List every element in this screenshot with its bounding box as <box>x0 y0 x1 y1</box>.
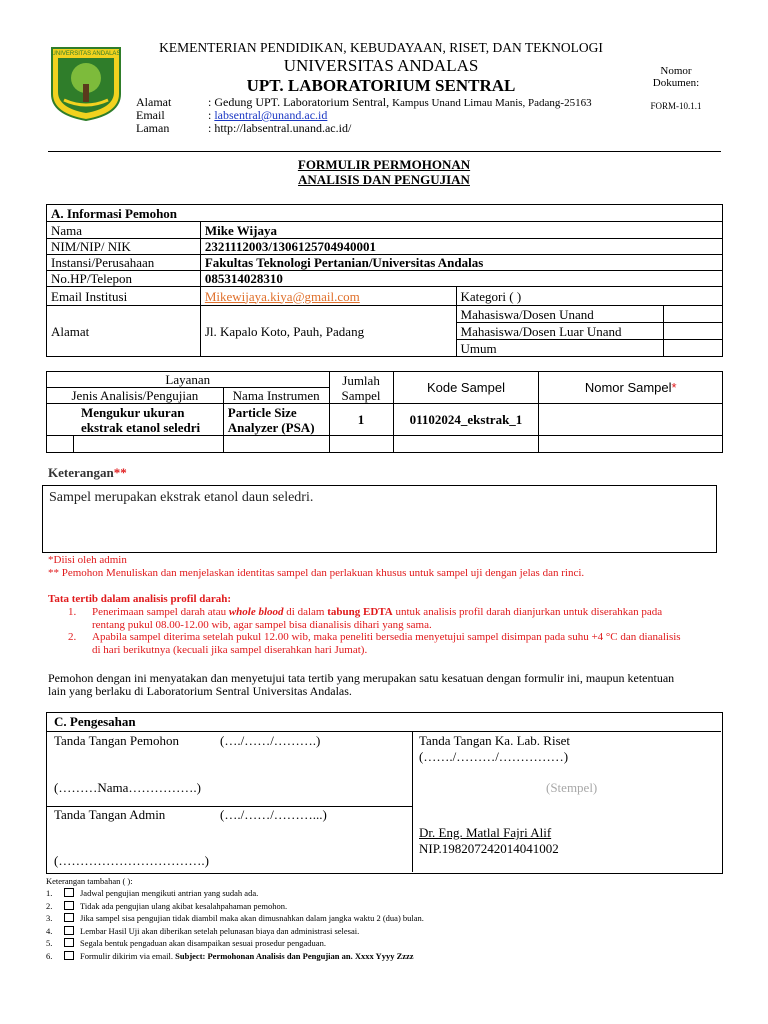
tambahan-item: 4. Lembar Hasil Uji akan diberikan setelah pelunasan biaya dan administrasi selesai. <box>46 925 360 936</box>
tata-tertib-number-1: 1. <box>68 606 77 618</box>
checkbox[interactable] <box>64 901 74 910</box>
jenis-header: Jenis Analisis/Pengujian <box>47 388 224 404</box>
hp-value[interactable]: 085314028310 <box>200 271 722 287</box>
hp-label: No.HP/Telepon <box>47 271 201 287</box>
kode-header: Kode Sampel <box>393 372 539 404</box>
email-institusi-value[interactable]: Mikewijaya.kiya@gmail.com <box>200 287 456 306</box>
checkbox[interactable] <box>64 926 74 935</box>
checkbox[interactable] <box>64 888 74 897</box>
kategori-checkbox[interactable] <box>664 306 723 323</box>
empty-cell[interactable] <box>47 436 224 453</box>
stempel-placeholder: (Stempel) <box>546 780 598 795</box>
section-c-heading: C. Pengesahan <box>54 714 136 729</box>
doc-number-value: FORM-10.1.1 <box>650 101 702 111</box>
tata-tertib-number-2: 2. <box>68 631 77 643</box>
nama-value[interactable]: Mike Wijaya <box>200 222 722 239</box>
nama-label: Nama <box>47 222 201 239</box>
service-table <box>46 371 723 453</box>
alamat-value[interactable]: Jl. Kapalo Koto, Pauh, Padang <box>200 306 456 357</box>
form-title-line2: ANALISIS DAN PENGUJIAN <box>298 172 470 187</box>
empty-cell[interactable] <box>393 436 539 453</box>
pemohon-sign-date[interactable]: (…./……/……….) <box>220 733 321 748</box>
tambahan-item: 2. Tidak ada pengujian ulang akibat kesalahpahaman pemohon. <box>46 900 288 911</box>
alamat-value: : Gedung UPT. Laboratorium Sentral, Kampus Unand Limau Manis, Padang-25163 <box>208 95 592 109</box>
checkbox[interactable] <box>64 951 74 960</box>
tambahan-heading: Keterangan tambahan ( ): <box>46 876 133 886</box>
note-pemohon: ** Pemohon Menuliskan dan menjelaskan identitas sampel dan perlakuan khusus untuk sampel uji dengan jelas dan rinci. <box>48 567 585 579</box>
kategori-checkbox[interactable] <box>664 340 723 357</box>
empty-cell[interactable] <box>223 436 329 453</box>
instansi-label: Instansi/Perusahaan <box>47 255 201 271</box>
kalab-name: Dr. Eng. Matlal Fajri Alif <box>419 825 552 840</box>
kategori-option: Mahasiswa/Dosen Luar Unand <box>456 323 664 340</box>
kategori-checkbox[interactable] <box>664 323 723 340</box>
form-title-line1: FORMULIR PERMOHONAN <box>297 157 471 172</box>
nomor-value[interactable] <box>539 404 723 436</box>
laman-label: Laman <box>136 121 170 135</box>
jumlah-header: Jumlah Sampel <box>329 372 393 404</box>
header-divider <box>48 151 721 152</box>
admin-sign-name[interactable]: (…………………………….) <box>54 853 209 868</box>
kalab-nip: NIP.198207242014041002 <box>419 841 559 856</box>
kalab-sign-label: Tanda Tangan Ka. Lab. Riset <box>419 733 571 748</box>
kategori-label: Kategori ( ) <box>456 287 722 306</box>
checkbox[interactable] <box>64 913 74 922</box>
email-value: : labsentral@unand.ac.id <box>208 108 328 122</box>
tambahan-list <box>46 887 726 963</box>
alamat-label: Alamat <box>136 95 172 109</box>
tambahan-item: 1. Jadwal pengujian mengikuti antrian yang sudah ada. <box>46 888 259 898</box>
tambahan-item: 3. Jika sampel sisa pengujian tidak diambil maka akan dimusnahkan dalam jangka waktu 2 (dua) bulan. <box>46 913 424 924</box>
pengesahan-divider <box>46 731 721 732</box>
nomor-header: Nomor Sampel* <box>539 372 723 404</box>
email-institusi-label: Email Institusi <box>47 287 201 306</box>
keterangan-label: Keterangan** <box>48 465 127 480</box>
jenis-value[interactable]: Mengukur ukuran ekstrak etanol seledri <box>47 404 224 436</box>
email-link[interactable]: labsentral@unand.ac.id <box>214 108 328 122</box>
admin-sign-label: Tanda Tangan Admin <box>54 807 166 822</box>
layanan-header: Layanan <box>47 372 330 388</box>
ministry-name: KEMENTERIAN PENDIDIKAN, KEBUDAYAAN, RISET, DAN TEKNOLOGI <box>159 40 603 55</box>
logo-text: UNIVERSITAS ANDALAS <box>51 51 121 57</box>
section-a-heading: A. Informasi Pemohon <box>47 205 723 222</box>
nim-label: NIM/NIP/ NIK <box>47 239 201 255</box>
keterangan-text: Sampel merupakan ekstrak etanol daun seledri. <box>49 490 314 505</box>
nim-value[interactable]: 2321112003/1306125704940001 <box>200 239 722 255</box>
empty-cell[interactable] <box>539 436 723 453</box>
instrumen-header: Nama Instrumen <box>223 388 329 404</box>
checkbox[interactable] <box>64 938 74 947</box>
unit-name: UPT. LABORATORIUM SENTRAL <box>246 76 516 95</box>
jumlah-value[interactable]: 1 <box>329 404 393 436</box>
keterangan-box[interactable] <box>42 485 717 553</box>
university-name: UNIVERSITAS ANDALAS <box>283 56 479 75</box>
empty-cell[interactable] <box>329 436 393 453</box>
tambahan-item: 5. Segala bentuk pengaduan akan disampaikan sesuai prosedur pengaduan. <box>46 938 326 949</box>
tata-tertib-heading: Tata tertib dalam analisis profil darah: <box>48 593 232 605</box>
kategori-option: Mahasiswa/Dosen Unand <box>456 306 664 323</box>
applicant-info-table <box>46 204 723 357</box>
instrumen-value[interactable]: Particle Size Analyzer (PSA) <box>223 404 329 436</box>
kalab-sign-date[interactable]: (……./………/……………) <box>419 749 569 764</box>
note-admin: *Diisi oleh admin <box>48 554 127 566</box>
laman-value: : http://labsentral.unand.ac.id/ <box>208 121 352 135</box>
kategori-option: Umum <box>456 340 664 357</box>
pemohon-sign-name[interactable]: (………Nama…………….) <box>54 780 201 795</box>
tata-tertib-item-2: Apabila sampel diterima setelah pukul 12.00 wib, maka peneliti bersedia menyetujui sampel disimpan pada suhu +4 °C dan dianalisis di hari berikutnya (kecuali jika sampel diserahkan hari Jumat). <box>92 631 681 656</box>
alamat-label: Alamat <box>47 306 201 357</box>
kode-value[interactable]: 01102024_ekstrak_1 <box>393 404 539 436</box>
tata-tertib-item-1: Penerimaan sampel darah atau whole blood di dalam tabung EDTA untuk analisis profil darah dianjurkan untuk diserahkan pada rentang pukul 08.00-12.00 wib, agar sampel bisa dianalisis dihari yang sama. <box>92 606 663 631</box>
pemohon-sign-label: Tanda Tangan Pemohon <box>54 733 180 748</box>
instansi-value[interactable]: Fakultas Teknologi Pertanian/Universitas Andalas <box>200 255 722 271</box>
university-logo <box>48 44 124 122</box>
tambahan-item: 6. Formulir dikirim via email. Subject: Permohonan Analisis dan Pengujian an. Xxxx Yyyy Zzzz <box>46 950 414 961</box>
pengesahan-vdivider <box>412 731 413 872</box>
email-label: Email <box>136 108 165 122</box>
statement: Pemohon dengan ini menyatakan dan menyetujui tata tertib yang merupakan satu kesatuan dengan formulir ini, maupun ketentuan lain yang berlaku di Laboratorium Sentral Universitas Andalas. <box>48 671 675 698</box>
doc-number-label: Nomor Dokumen: <box>652 65 700 89</box>
admin-sign-date[interactable]: (…./……/………...) <box>220 807 327 822</box>
